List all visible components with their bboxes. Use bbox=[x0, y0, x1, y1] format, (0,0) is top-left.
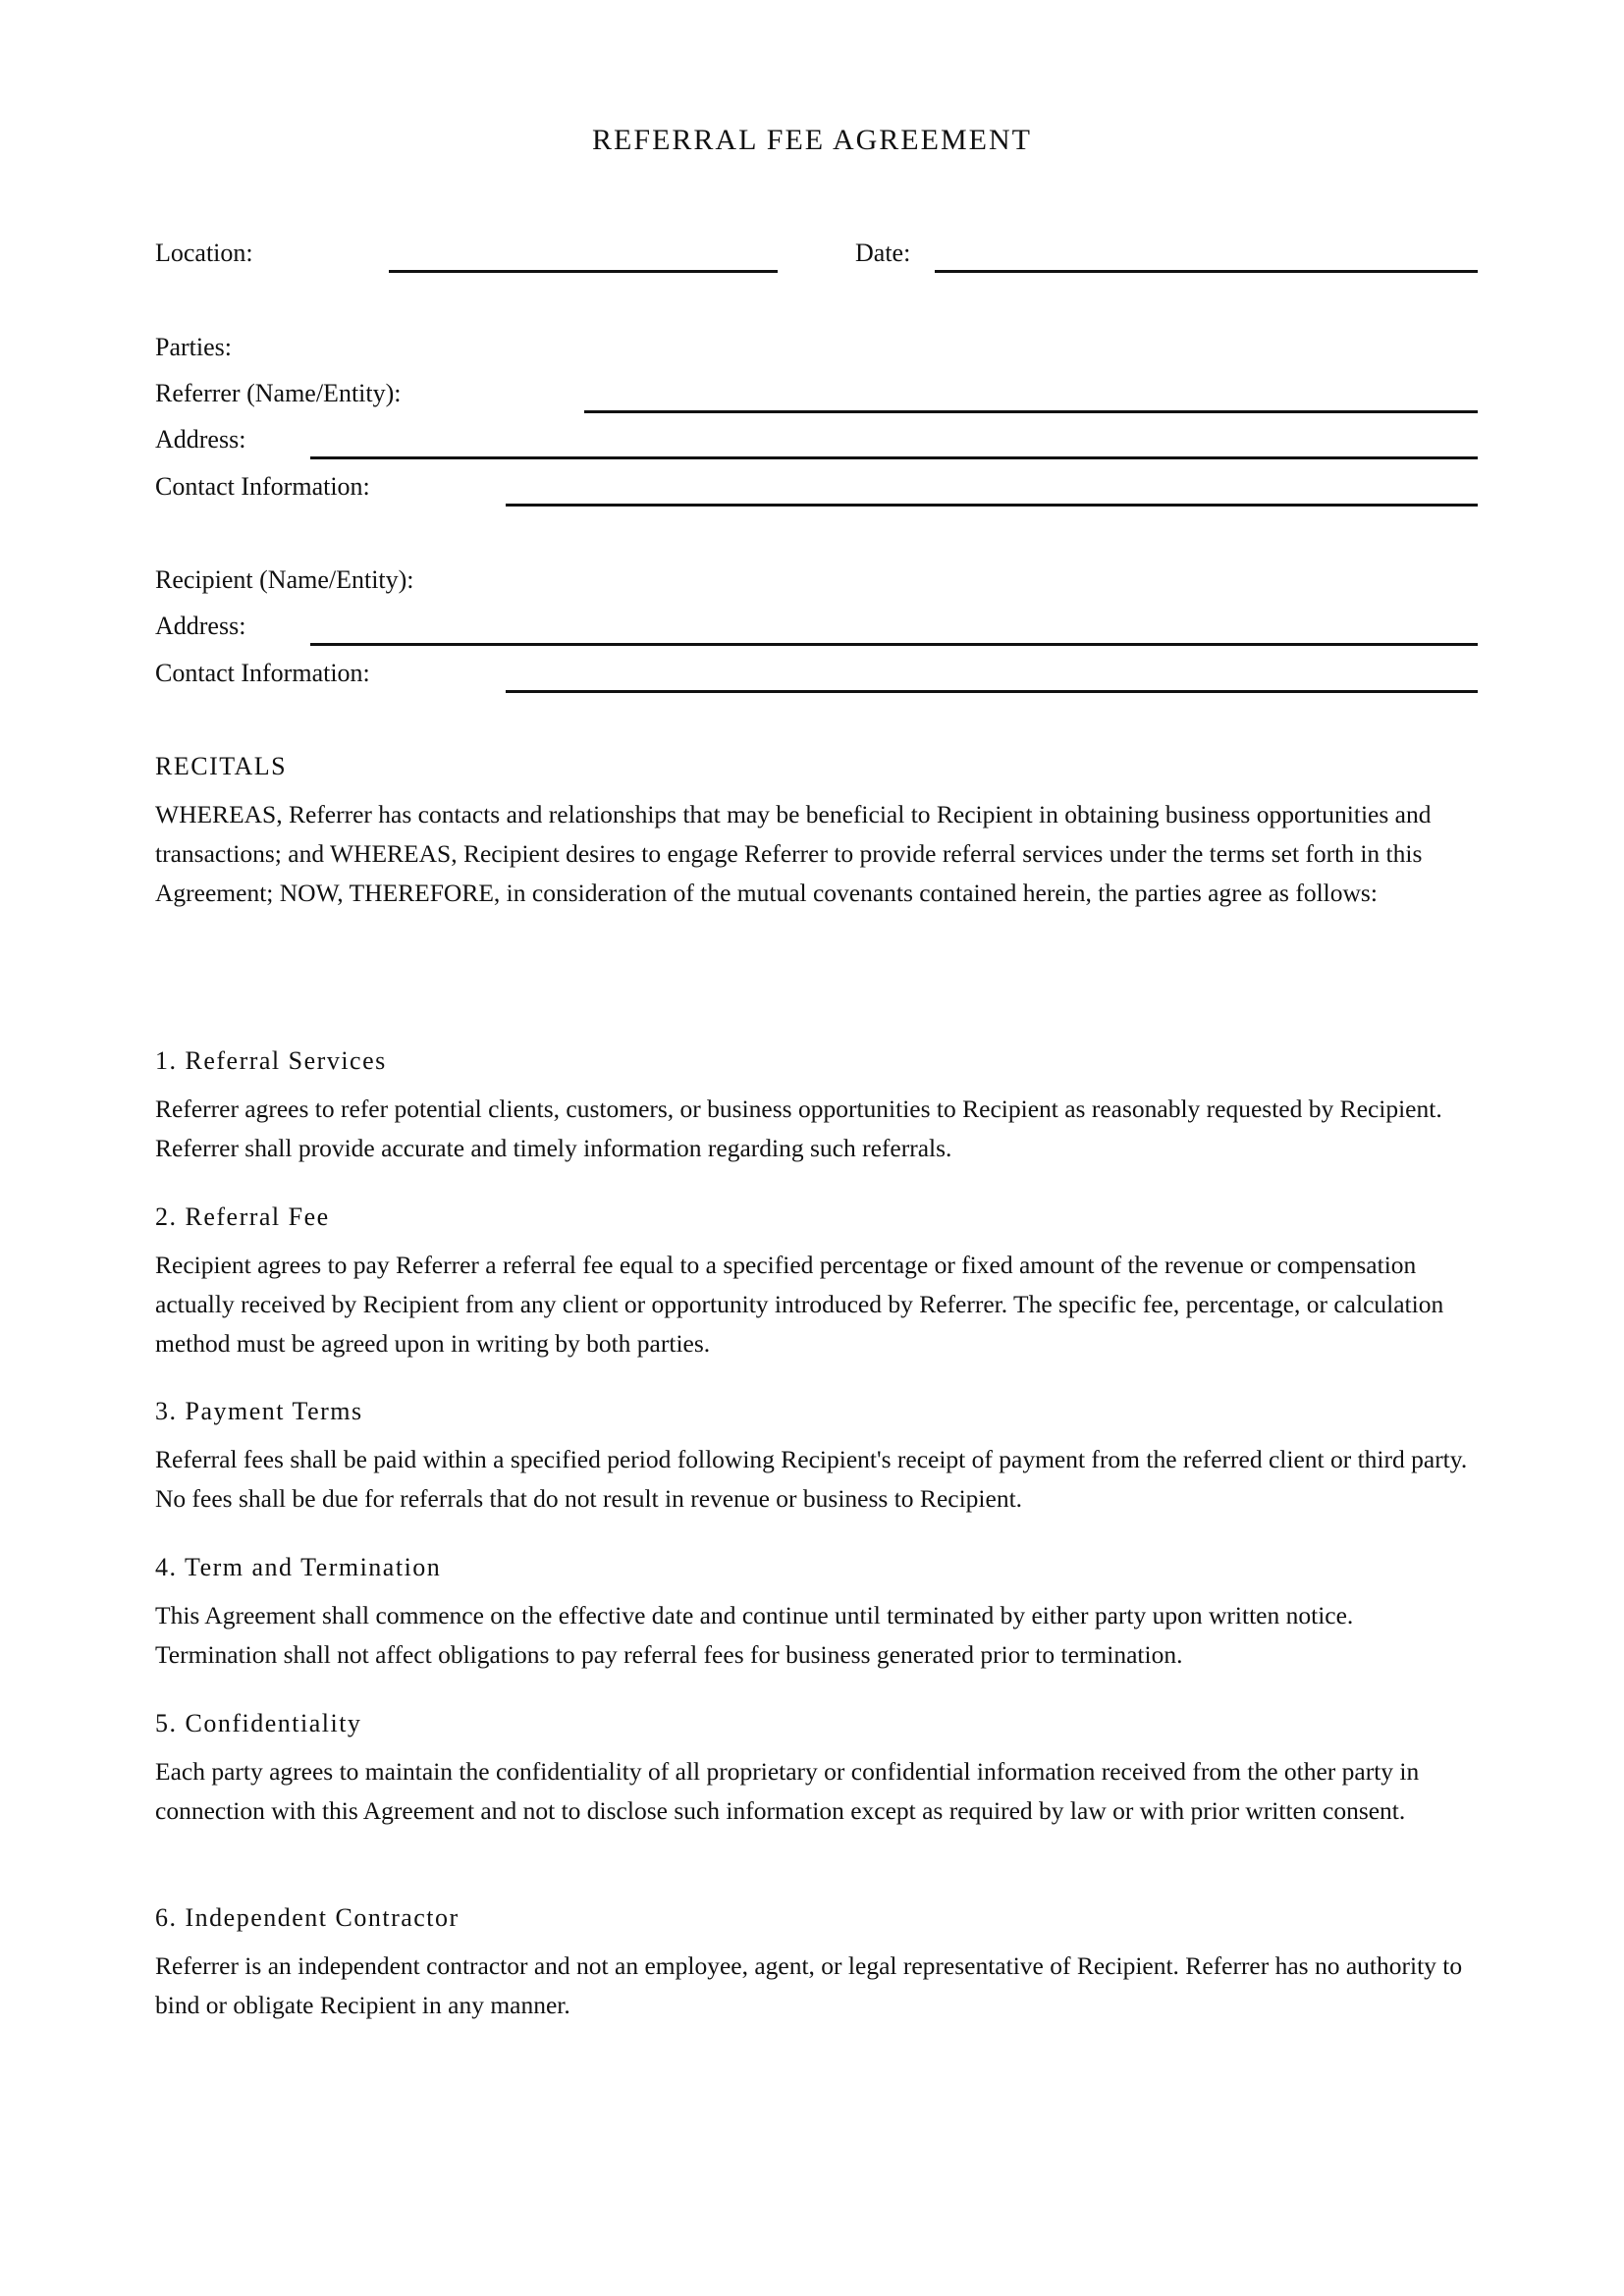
referrer-name-blank-line[interactable] bbox=[584, 410, 1478, 413]
recipient-name-label: Recipient (Name/Entity): bbox=[155, 565, 414, 594]
referrer-name-label: Referrer (Name/Entity): bbox=[155, 379, 402, 407]
date-label: Date: bbox=[855, 239, 911, 267]
referrer-address-label: Address: bbox=[155, 425, 246, 454]
recipient-contact-blank-line[interactable] bbox=[506, 690, 1478, 693]
date-blank-line[interactable] bbox=[935, 270, 1478, 273]
location-blank-line[interactable] bbox=[389, 270, 778, 273]
section-text-payment-terms: Referral fees shall be paid within a specified period following Recipient's receipt of payment from the referred client or third party. No fees shall be due for referrals that do not result in revenue or business to Recipient. bbox=[155, 1445, 1468, 1513]
parties-heading: Parties: bbox=[155, 333, 232, 361]
recitals-heading: RECITALS bbox=[155, 752, 288, 780]
section-heading-independent-contractor: 6. Independent Contractor bbox=[155, 1903, 460, 1932]
referrer-contact-label: Contact Information: bbox=[155, 472, 370, 501]
recipient-address-blank-line[interactable] bbox=[310, 643, 1478, 646]
section-text-confidentiality: Each party agrees to maintain the confidentiality of all proprietary or confidential information received from the other party in connection with this Agreement and not to disclose such information except as required by law or with prior written consent. bbox=[155, 1757, 1420, 1825]
location-label: Location: bbox=[155, 239, 253, 267]
section-heading-referral-services: 1. Referral Services bbox=[155, 1046, 387, 1075]
section-text-referral-services: Referrer agrees to refer potential clients, customers, or business opportunities to Recipient as reasonably requested by Recipient. Referrer shall provide accurate and timely information regarding such referrals. bbox=[155, 1095, 1442, 1162]
referrer-contact-blank-line[interactable] bbox=[506, 504, 1478, 507]
section-text-independent-contractor: Referrer is an independent contractor and not an employee, agent, or legal representative of Recipient. Referrer has no authority to bind or obligate Recipient in any manner. bbox=[155, 1951, 1463, 2019]
referrer-address-blank-line[interactable] bbox=[310, 456, 1478, 459]
recipient-contact-label: Contact Information: bbox=[155, 659, 370, 687]
section-heading-confidentiality: 5. Confidentiality bbox=[155, 1709, 362, 1737]
section-text-term-termination: This Agreement shall commence on the effective date and continue until terminated by either party upon written notice. Termination shall not affect obligations to pay referral fees for business generated prior to termination. bbox=[155, 1601, 1354, 1669]
recipient-address-label: Address: bbox=[155, 612, 246, 640]
recitals-text: WHEREAS, Referrer has contacts and relationships that may be beneficial to Recipient in obtaining business opportunities and transactions; and WHEREAS, Recipient desires to engage Referrer to provide referral services under the terms set forth in this Agreement; NOW, THEREFORE, in consideration of the mutual covenants contained herein, the parties agree as follows: bbox=[155, 800, 1432, 907]
document-title: REFERRAL FEE AGREEMENT bbox=[592, 124, 1032, 156]
section-heading-payment-terms: 3. Payment Terms bbox=[155, 1397, 363, 1425]
section-heading-referral-fee: 2. Referral Fee bbox=[155, 1202, 330, 1231]
section-heading-term-termination: 4. Term and Termination bbox=[155, 1553, 442, 1581]
section-text-referral-fee: Recipient agrees to pay Referrer a referral fee equal to a specified percentage or fixed amount of the revenue or compensation actually received by Recipient from any client or opportunity introduced by Referrer. The specific fee, percentage, or calculation method must be agreed upon in writing by both parties. bbox=[155, 1251, 1444, 1358]
